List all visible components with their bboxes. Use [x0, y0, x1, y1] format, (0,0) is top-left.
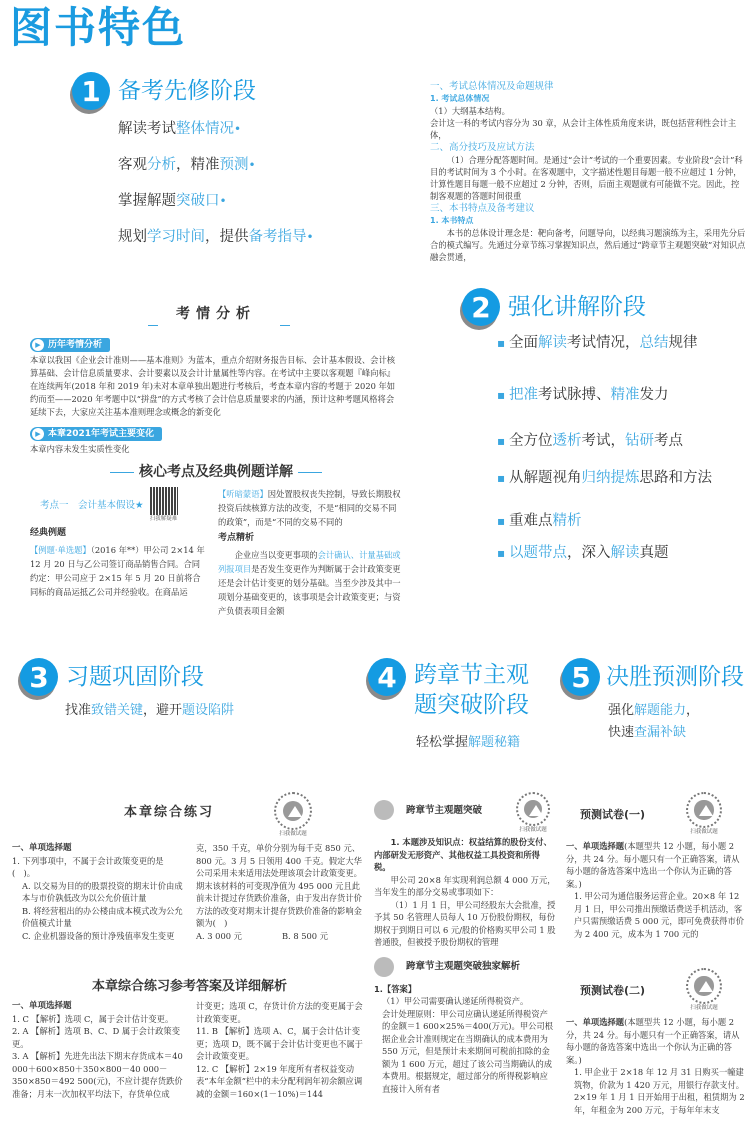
sub-heading: 一、单项选择题 — [566, 841, 625, 851]
mock-1-content — [566, 840, 746, 940]
title-line: 跨章节主观 — [414, 662, 529, 688]
key-point-analysis-heading: 考点精析 — [218, 533, 255, 543]
seal-block — [516, 792, 550, 834]
mock-title-1: 预测试卷(一) — [580, 808, 646, 821]
sample-page-answers — [12, 978, 367, 1099]
stage-1-header — [72, 72, 256, 110]
play-icon: ▶ — [32, 339, 44, 351]
text: 思路和方法 — [639, 470, 712, 486]
title-line: 题突破阶段 — [414, 692, 529, 718]
scan-seal-icon[interactable] — [274, 792, 312, 830]
dot: • — [248, 158, 256, 172]
bullet-dot: ▪ — [497, 388, 509, 402]
bullet — [118, 120, 314, 156]
right-column — [196, 842, 367, 942]
bullet-dot: ▪ — [497, 336, 509, 350]
highlight: 总结 — [639, 335, 669, 351]
paragraph: 本章以我国《企业会计准则——基本准则》为蓝本，重点介绍财务报告目标、会计基本假设、会计核算基础、会计信息质量要求、会计要素以及会计计量属性等内容。在考试中主要以客观题『峰向标』在连续两年(2018 年和 2019 年)未对本章单独出题进行考核后，考查本章内容的考题于 2020 年如约而至——2020 年考题中以“拼盘”的方式考核了会计信息质量要求的内涵，预计这种考题风格将会延续下去，大家应关注基本准则理念或概念的新变化 — [30, 355, 396, 417]
highlight: 会计确认、计量基础或列报项目 — [218, 550, 401, 574]
question: 1. 甲公司为通信服务运营企业。20×8 年 12 月 1 日，甲公司推出预缴话费送手机活动，客户只需预缴话费 5 000 元，即可免费获得市价为 2 400 元，成本为 1 700 元的 — [574, 891, 745, 939]
bullet-dot: ▪ — [497, 471, 509, 485]
highlight: 归纳提炼 — [581, 470, 640, 486]
stage-title: 习题巩固阶段 — [66, 664, 204, 690]
question: 1. 下列事项中，不属于会计政策变更的是( )。 — [12, 855, 164, 878]
text: 考点 — [653, 433, 683, 449]
text: ，提供 — [205, 229, 249, 245]
paragraph: 甲公司 20×8 年实现利润总额 4 000 万元，当年发生的部分交易或事项如下： — [374, 874, 556, 897]
text: 发力 — [639, 387, 669, 403]
highlight: 查漏补缺 — [634, 725, 687, 740]
option: C. 企业机器设备的预计净残值率发生变更 — [22, 930, 175, 941]
text: 从解题视角 — [508, 470, 582, 486]
analysis-tag: 【听暗蒙语】 — [218, 489, 268, 499]
stage-title: 备考先修阶段 — [118, 78, 256, 104]
answer: 2. A 【解析】选项 B、C、D 属于会计政策变更。 — [12, 1026, 181, 1049]
highlight: 精准 — [610, 387, 640, 403]
stage-1-bullets — [118, 120, 314, 264]
option: B. 8 500 元 — [281, 930, 329, 941]
stage-number-badge: 1 — [72, 72, 110, 110]
circle-icon — [374, 800, 394, 820]
text: ， — [686, 703, 700, 718]
title-text: 核心考点及经典例题详解 — [139, 464, 293, 480]
section-heading: 一、考试总体情况及命题规律 — [430, 81, 554, 92]
text: 全方位 — [508, 433, 553, 449]
sample-page-cross-chapter — [374, 792, 556, 1095]
mock-title-2: 预测试卷(二) — [580, 984, 646, 997]
question: 1. 甲企业于 2×18 年 12 月 31 日购买一幢建筑物，价款为 1 420 万元，用银行存款支付。2×19 年 1 月 1 日开始用于出租，租赁期为 2 年，年租金为 200 万元，于每年年末支 — [574, 1067, 745, 1115]
play-icon: ▶ — [32, 428, 44, 440]
answer: 1. C 【解析】选项 C，属于会计估计变更。 — [12, 1013, 174, 1024]
paragraph: （1）大纲基本结构。 — [430, 106, 510, 116]
text: 掌握解题 — [118, 193, 176, 209]
text: ，精准 — [176, 157, 220, 173]
sample-page-exam-analysis — [30, 300, 402, 618]
highlight: 备考指导 — [248, 229, 307, 245]
example-text: （2016 年**）甲公司 2×14 年 12 月 20 日与乙公司签订商品销售合同。合同约定：甲公司应于 2×15 年 5 月 20 日前将合同标的商品运抵乙公司并经验收。在商品运 — [30, 545, 205, 597]
bullet — [497, 334, 697, 352]
example-heading: 经典例题 — [30, 528, 67, 538]
section-title: 本章综合练习参考答案及详细解析 — [91, 979, 287, 994]
paragraph: 会计这一科的考试内容分为 30 章，从会计主体性质角度来讲，既包括营利性会计主体， — [430, 118, 737, 140]
seal-block — [274, 792, 312, 838]
right-column — [196, 1000, 367, 1100]
answer: 11. B 【解析】选项 A、C，属于会计估计变更；选项 D，既不属于会计估计变更也不属于会计政策变更。 — [196, 1026, 363, 1061]
bullet — [497, 386, 668, 404]
text: 重难点 — [508, 513, 553, 529]
text: 全面 — [508, 335, 538, 351]
answer-heading: 1.【答案】 — [374, 983, 417, 994]
left-column — [30, 487, 208, 618]
highlight: 突破口 — [176, 193, 220, 209]
answer: 12. C 【解析】2×19 年度所有者权益变动表“本年金额”栏中的未分配利润年初余额应调减的金额＝160×(1－10%)＝144 — [196, 1063, 363, 1099]
highlight: 学习时间 — [147, 229, 205, 245]
stage-number-badge: 2 — [462, 288, 500, 326]
question: 1. 本题涉及知识点：权益结算的股份支付、内部研发无形资产、其他权益工具投资和所得税。 — [374, 837, 552, 872]
bullet — [497, 512, 581, 530]
stage-2-header — [462, 288, 646, 326]
left-column — [12, 842, 186, 942]
sub-heading: 1. 考试总体情况 — [430, 94, 490, 103]
text: 是否发生变更作为判断属于会计政策变更还是会计估计变更的划分基础。当至少涉及其中一项划分基础变更的，该事项是会计政策变更；与资产负债表项目金额 — [218, 564, 401, 616]
paragraph: 本书的总体设计理念是：靶向备考，问题导向，以经典习题演练为主，采用先分后合的模式编写。先通过分章节练习掌握知识点，然后通过“跨章节主观题突破”对知识点融会贯通， — [430, 228, 746, 262]
banner-text: 历年考情分析 — [48, 340, 103, 350]
seal-caption: 扫我做试题 — [690, 829, 718, 835]
bullet — [497, 432, 683, 450]
highlight: 题设陷阱 — [182, 703, 235, 718]
sub-heading: 一、单项选择题 — [566, 1017, 625, 1027]
text: 考试情况， — [566, 335, 640, 351]
highlight: 解读 — [610, 545, 640, 561]
option: B. 将经营租出的办公楼由成本模式改为公允价值模式计量 — [22, 905, 183, 928]
section-title: 本章综合练习 — [124, 805, 215, 820]
sub-heading: 一、单项选择题 — [12, 843, 72, 853]
banner-text: 本章2021年考试主要变化 — [48, 429, 155, 439]
seal-block — [686, 792, 722, 836]
highlight: 把准 — [508, 387, 538, 403]
section-heading: 三、本书特点及备考建议 — [430, 203, 535, 214]
text: 轻松掌握 — [416, 735, 469, 750]
stage-3-desc — [65, 702, 234, 720]
instructions: (本题型共 12 小题，每小题 2 分，共 24 分。每小题只有一个正确答案，请从每小题的备选答案中选出一个你认为正确的答案。) — [566, 1017, 740, 1065]
sample-page-chapter-practice — [12, 792, 367, 972]
seal-caption: 扫我做试题 — [519, 827, 547, 833]
title-text: 跨章节主观题突破 — [406, 804, 483, 816]
underline — [110, 472, 134, 473]
text: 真题 — [639, 545, 669, 561]
qr-code-icon[interactable] — [150, 487, 178, 515]
underline — [298, 472, 322, 473]
instructions: (本题型共 12 小题，每小题 2 分，共 24 分。每小题只有一个正确答案，请从每小题的备选答案中选出一个你认为正确的答案。) — [566, 841, 740, 889]
highlight: 致错关键 — [91, 703, 144, 718]
highlight: 解题能力 — [634, 703, 687, 718]
bullet-dot: ▪ — [497, 546, 509, 560]
stage-number-badge: 4 — [368, 658, 406, 696]
section-title-2 — [374, 957, 556, 977]
stage-title: 强化讲解阶段 — [508, 294, 646, 320]
highlight: 以题带点 — [508, 545, 567, 561]
title-text: 考情分析 — [176, 306, 256, 322]
qr-caption: 扫我解疑难 — [149, 516, 178, 522]
sub-heading: 1. 本书特点 — [430, 216, 474, 225]
stage-title: 决胜预测阶段 — [606, 664, 744, 690]
mock-2-content — [566, 1016, 746, 1116]
bullet-dot: ▪ — [497, 514, 509, 528]
options-row — [196, 930, 367, 943]
right-column — [218, 487, 402, 618]
stage-3-header — [20, 658, 204, 696]
seal-block — [686, 968, 722, 1012]
highlight: 分析 — [147, 157, 176, 173]
text: 解读考试 — [118, 121, 176, 137]
bullet — [497, 469, 712, 487]
option: A. 以交易为目的的股票投资的期末计价由成本与市价孰低改为以公允价值计量 — [22, 880, 183, 903]
text: 企业应当以变更事项的 — [234, 550, 318, 560]
text: 考试， — [581, 433, 625, 449]
dot: • — [306, 230, 314, 244]
highlight: 透析 — [552, 433, 582, 449]
title-underlines — [30, 323, 402, 326]
stage-5-header — [562, 658, 744, 696]
stage-5-desc-1 — [608, 702, 699, 720]
title-text: 跨章节主观题突破独家解析 — [406, 961, 521, 972]
analysis-text: 因处置股权丧失控制，导致长期股权投资后续核算方法的改变，不是“相同的交易不同的政策”，而是“不同的交易不同的 — [218, 489, 401, 527]
text: 找准 — [65, 703, 92, 718]
highlight: 解读 — [537, 335, 567, 351]
underline — [280, 323, 290, 326]
section-title — [30, 306, 402, 323]
scan-seal-icon[interactable] — [686, 792, 722, 828]
key-point-title: 考点一 会计基本假设★ — [40, 499, 144, 511]
banner-changes — [30, 421, 402, 441]
answer-block — [374, 983, 556, 1096]
section-title — [374, 800, 514, 820]
text: 快速 — [608, 725, 635, 740]
highlight: 整体情况 — [176, 121, 234, 137]
sample-page-exam-overview — [430, 80, 746, 263]
highlight: 解题秘籍 — [468, 735, 521, 750]
text: ，避开 — [143, 703, 183, 718]
highlight: 预测 — [219, 157, 249, 173]
two-columns — [30, 487, 402, 618]
stage-number-badge: 3 — [20, 658, 58, 696]
question-block — [374, 836, 556, 949]
text: 客观 — [118, 157, 147, 173]
scan-seal-icon[interactable] — [516, 792, 550, 826]
example-tag: 【例题·单选题】 — [30, 545, 91, 555]
stage-4-header — [368, 658, 529, 720]
highlight: 精析 — [552, 513, 582, 529]
dot: • — [219, 194, 227, 208]
left-column — [12, 1000, 186, 1100]
stage-4-desc — [416, 734, 520, 752]
highlight: 钻研 — [624, 433, 654, 449]
paragraph: （1）合理分配答题时间。是通过“会计”考试的一个重要因素。专业阶段“会计”科目的考试时间为 3 个小时。在客观题中，文字描述性题目每题一般不应超过 1 分钟，计算性题目每题一般不应超过 2 分钟，否则，后面主观题就有可能做不完。因此，控制客观题的答题时间很重 — [430, 155, 743, 201]
paragraph: （1）甲公司需要确认递延所得税资产。 — [382, 996, 529, 1006]
bullet-dot: ▪ — [497, 434, 509, 448]
answer: 计变更；选项 C，存货计价方法的变更属于会计政策变更。 — [196, 1001, 363, 1024]
paragraph: 会计处理原则：甲公司应确认递延所得税资产的金额＝1 600×25%＝400(万元)。甲公司根据企业会计准则规定在当期确认的成本费用为 550 万元，但是预计未来期间可税前扣除的金额为 1 600 万元，超过了该公司当期确认的成本费用。根据规定，超过部分的所得税影响应直接计入所有者 — [382, 1008, 554, 1094]
text: 强化 — [608, 703, 635, 718]
banner-history — [30, 332, 402, 352]
seal-caption: 扫我做试题 — [690, 1005, 718, 1011]
stage-title — [414, 660, 529, 720]
scan-seal-icon[interactable] — [686, 968, 722, 1004]
text: ，深入 — [566, 545, 611, 561]
text: 规律 — [668, 335, 698, 351]
dot: • — [234, 122, 242, 136]
section-heading: 二、高分技巧及应试方法 — [430, 142, 535, 153]
stage-5-desc-2 — [608, 724, 686, 742]
answer: 3. A 【解析】先进先出法下期末存货成本＝40 000＋600×850＋350×800－40 000－350×850＝492 500(元)，不应计提存货跌价准备；月末一次加权平均法下，存货单位成 — [12, 1051, 183, 1099]
stage-number-badge: 5 — [562, 658, 600, 696]
sub-heading: 一、单项选择题 — [12, 1001, 72, 1011]
text: 规划 — [118, 229, 147, 245]
bullet — [118, 228, 314, 264]
key-point-row — [30, 487, 208, 523]
paragraph: 本章内容未发生实质性变化 — [30, 444, 130, 454]
text: 考试脉搏、 — [537, 387, 611, 403]
section-title-2 — [30, 464, 402, 481]
bullet — [118, 192, 314, 228]
bullet — [118, 156, 314, 192]
page-title: 图书特色 — [10, 3, 187, 52]
qr-block — [150, 487, 178, 523]
paragraph: （1）1 月 1 日，甲公司经股东大会批准，授予其 50 名管理人员每人 10 万份股份期权，每份期权于到期日可以 6 元/股的价格购买甲公司 1 股普通股，但被授予股份期权的管理 — [374, 899, 556, 947]
underline — [148, 323, 158, 326]
seal-caption: 扫我做试题 — [279, 831, 307, 837]
question-text: 克，350 千克，单价分别为每千克 850 元、800 元。3 月 5 日领用 400 千克。假定大华公司采用未来适用法处理该项会计政策变更。期末该材料的可变现净值为 495 000 元且此前未计提过存货跌价准备，由于发出存货计价方法的改变对期末计提存货跌价准备的影响金额为( ) — [196, 843, 362, 928]
bullet — [497, 544, 668, 562]
circle-icon — [374, 957, 394, 977]
option: A. 3 000 元 — [196, 930, 242, 941]
